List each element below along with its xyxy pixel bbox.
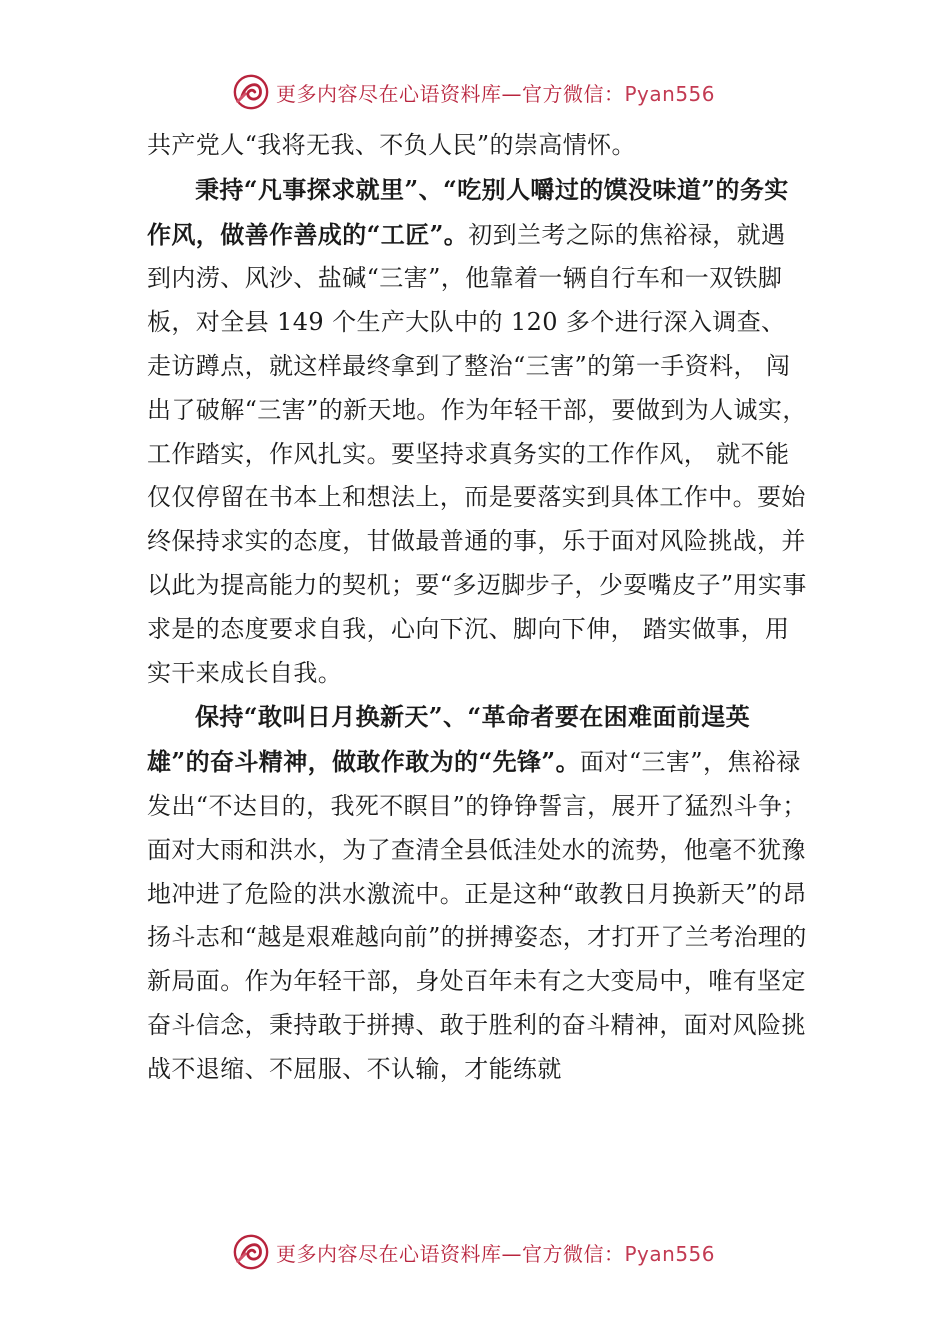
paragraph-continuation: 共产党人“我将无我、不负人民”的崇高情怀。 xyxy=(147,131,636,159)
document-body xyxy=(147,124,807,1092)
watermark-footer xyxy=(232,1232,715,1272)
paragraph-body-text: 初到兰考之际的焦裕禄，就遇到内涝、风沙、盐碱“三害”，他靠着一辆自行车和一双铁脚板，对全县 149 个生产大队中的 120 多个进行深入调查、走访蹲点，就这样最终拿到了整治“三害”的第一手资料， 闯出了破解“三害”的新天地。作为年轻干部，要做到为人诚实，工作踏实，作风扎实。要坚持求真务实的工作作风， 就不能仅仅停留在书本上和想法上，而是要落实到具体工作中。要始终保持求实的态度，甘做最普通的事，乐于面对风险挑战，并以此为提高能力的契机；要“多迈脚步子，少耍嘴皮子”用实事求是的态度要求自我，心向下沉、脚向下伸， 踏实做事，用实干来成长自我。 xyxy=(147,220,807,687)
watermark-text: 更多内容尽在心语资料库—官方微信：Pyan556 xyxy=(276,1241,716,1266)
paragraph-pragmatic-style xyxy=(147,168,807,696)
swirl-logo-icon xyxy=(232,1233,270,1271)
paragraph-struggle-spirit xyxy=(147,695,807,1091)
swirl-logo-icon xyxy=(232,73,270,111)
watermark-header xyxy=(232,72,715,112)
paragraph-lead-heading: 秉持“凡事探求就里”、“吃别人嚼过的馍没味道”的务实作风，做善作善成的“工匠”。 xyxy=(147,174,789,249)
paragraph-lead-heading: 保持“敢叫日月换新天”、“革命者要在困难面前逞英雄”的奋斗精神，做敢作敢为的“先锋”。 xyxy=(147,702,751,777)
watermark-wechat-id: Pyan556 xyxy=(624,81,716,106)
paragraph-body-text: 面对“三害”，焦裕禄发出“不达目的，我死不瞑目”的铮铮誓言，展开了猛烈斗争；面对大雨和洪水，为了查清全县低洼处水的流势，他毫不犹豫地冲进了危险的洪水激流中。正是这种“敢教日月换新天”的昂扬斗志和“越是艰难越向前”的拼搏姿态，才打开了兰考治理的新局面。作为年轻干部，身处百年未有之大变局中，唯有坚定奋斗信念，秉持敢于拼搏、敢于胜利的奋斗精神，面对风险挑战不退缩、不屈服、不认输，才能练就 xyxy=(147,748,807,1083)
watermark-wechat-id: Pyan556 xyxy=(624,1241,716,1266)
watermark-text: 更多内容尽在心语资料库—官方微信：Pyan556 xyxy=(276,81,716,106)
